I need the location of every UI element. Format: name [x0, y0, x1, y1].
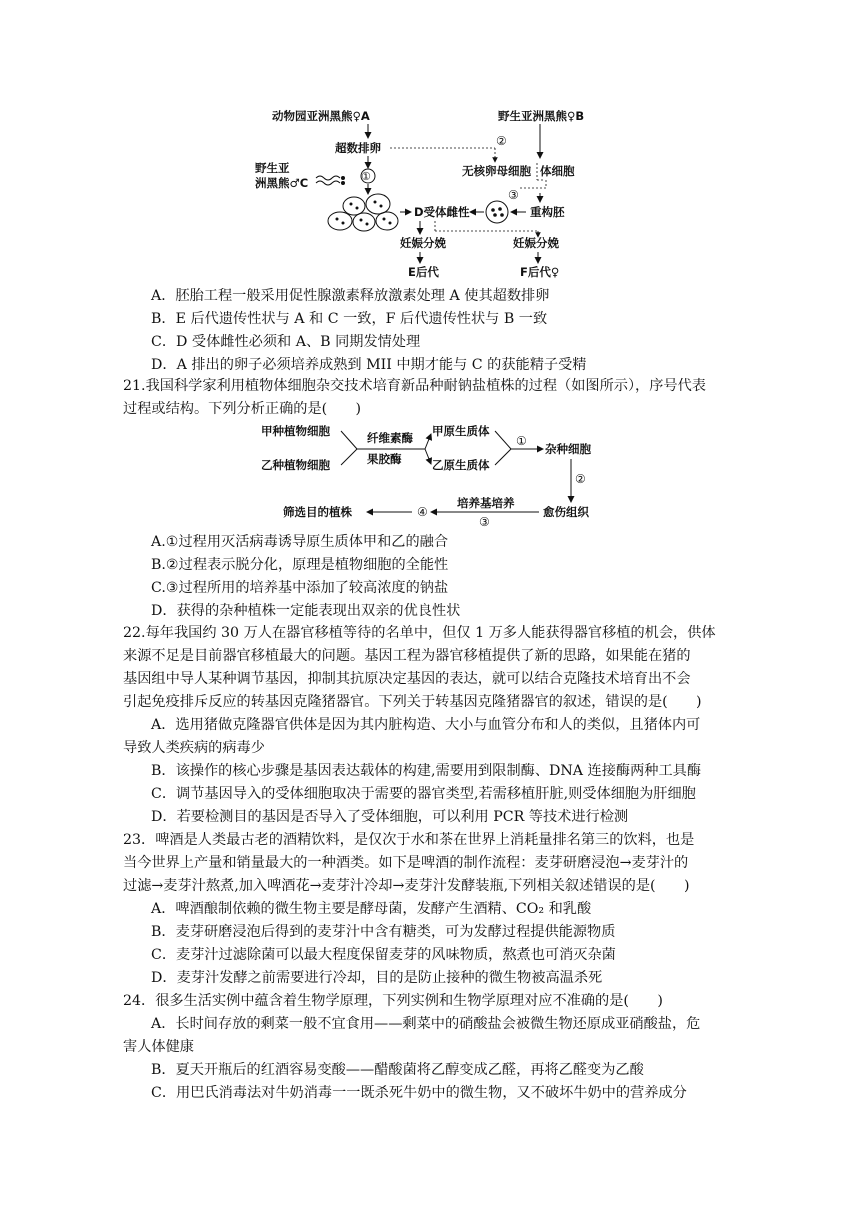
- q23-option-a: A．啤酒酿制依赖的微生物主要是酵母菌，发酵产生酒精、CO₂ 和乳酸: [151, 901, 592, 917]
- enucleated-oocyte-label: 无核卵母细胞: [462, 164, 531, 178]
- wild-bear-c-label-2: 洲黑熊♂C: [255, 176, 309, 190]
- step-3-label: ③: [479, 515, 490, 529]
- q22-option-a-cont: 导致人类疾病的病毒少: [123, 740, 265, 756]
- offspring-e-label: E后代: [408, 265, 439, 279]
- plant-cell-a-label: 甲种植物细胞: [261, 424, 330, 438]
- q23-option-d: D．麦芽汁发酵之前需要进行冷却，目的是防止接种的微生物被高温杀死: [151, 970, 603, 986]
- hybrid-cell-label: 杂种细胞: [545, 442, 591, 456]
- step-2-label: ②: [575, 472, 586, 486]
- q22-stem-line-3: 基因组中导人某种调节基因，抑制其抗原决定基因的表达，就可以结合克隆技术培育出不会: [123, 671, 691, 687]
- superovulation-label: 超数排卵: [335, 141, 381, 155]
- q23-stem-line-3: 过滤→麦芽汁熬煮,加入啤酒花→麦芽汁冷却→麦芽汁发酵装瓶,下列相关叙述错误的是( ): [123, 878, 690, 894]
- offspring-f-label: F后代♀: [520, 265, 560, 279]
- q24-stem-line-1: 24．很多生活实例中蕴含着生物学原理，下列实例和生物学原理对应不准确的是( ): [123, 993, 663, 1009]
- q20-option-d: D．A 排出的卵子必须培养成熟到 MII 中期才能与 C 的获能精子受精: [151, 357, 587, 373]
- enzyme-cellulase-label: 纤维素酶: [367, 431, 413, 445]
- pregnancy-left-label: 妊娠分娩: [400, 236, 446, 250]
- q23-stem-line-2: 当今世界上产量和销量最大的一种酒类。如下是啤酒的制作流程：麦芽研磨浸泡→麦芽汁的: [123, 855, 689, 871]
- q21-stem-line-1: 21.我国科学家利用植物体细胞杂交技术培育新品种耐钠盐植株的过程（如图所示），序号代表: [123, 378, 706, 394]
- step-1-label: ①: [516, 434, 527, 448]
- q21-option-a: A.①过程用灭活病毒诱导原生质体甲和乙的融合: [151, 534, 449, 550]
- q23-stem-line-1: 23．啤酒是人类最古老的酒精饮料，是仅次于水和茶在世界上消耗量排名第三的饮料，也是: [123, 832, 695, 848]
- q21-option-c: C.③过程所用的培养基中添加了较高浓度的钠盐: [151, 580, 449, 596]
- step-3-label: ③: [508, 188, 519, 202]
- q21-option-d: D．获得的杂种植株一定能表现出双亲的优良性状: [151, 603, 461, 619]
- q23-option-c: C．麦芽汁过滤除菌可以最大程度保留麦芽的风味物质，熬煮也可消灭杂菌: [151, 947, 616, 963]
- target-plant-label: 筛选目的植株: [283, 505, 352, 519]
- enzyme-pectinase-label: 果胶酶: [367, 452, 402, 466]
- step-2-label: ②: [496, 134, 507, 148]
- q21-stem-line-2: 过程或结构。下列分析正确的是( ): [123, 401, 362, 417]
- callus-label: 愈伤组织: [543, 505, 589, 519]
- wild-bear-c-label-1: 野生亚: [255, 161, 290, 175]
- plant-cell-b-label: 乙种植物细胞: [261, 458, 330, 472]
- wild-bear-b-label: 野生亚洲黑熊♀B: [498, 109, 585, 123]
- q22-option-a: A．选用猪做克隆器官供体是因为其内脏构造、大小与血管分布和人的类似，且猪体内可: [151, 717, 701, 733]
- q24-option-c: C．用巴氏消毒法对牛奶消毒一一既杀死牛奶中的微生物，又不破坏牛奶中的营养成分: [151, 1085, 687, 1101]
- protoplast-b-label: 乙原生质体: [432, 458, 490, 472]
- zoo-bear-label: 动物园亚洲黑熊♀A: [272, 109, 370, 123]
- protoplast-a-label: 甲原生质体: [432, 424, 490, 438]
- q23-option-b: B．麦芽研磨浸泡后得到的麦芽汁中含有糖类，可为发酵过程提供能源物质: [151, 924, 616, 940]
- recipient-female-label: D受体雌性: [414, 205, 470, 219]
- q24-option-a-cont: 害人体健康: [123, 1039, 194, 1055]
- q20-option-b: B．E 后代遗传性状与 A 和 C 一致，F 后代遗传性状与 B 一致: [151, 311, 548, 327]
- q22-stem-line-4: 引起免疫排斥反应的转基因克隆猪器官。下列关于转基因克隆猪器官的叙述，错误的是( ): [123, 694, 702, 710]
- culture-medium-label: 培养基培养: [457, 496, 515, 510]
- q20-option-c: C．D 受体雌性必须和 A、B 同期发情处理: [151, 334, 421, 350]
- q22-option-c: C．调节基因导入的受体细胞取决于需要的器官类型,若需移植肝脏,则受体细胞为肝细胞: [151, 786, 696, 802]
- breeding-diagram: [250, 100, 610, 285]
- q22-option-d: D．若要检测目的基因是否导入了受体细胞，可以利用 PCR 等技术进行检测: [151, 809, 629, 825]
- somatic-hybridization-diagram: [255, 418, 610, 530]
- q22-stem-line-1: 22.每年我国约 30 万人在器官移植等待的名单中，但仅 1 万多人能获得器官移植的机会，供体: [123, 625, 716, 641]
- q22-stem-line-2: 来源不足是目前器官移植最大的问题。基因工程为器官移植提供了新的思路，如果能在猪的: [123, 648, 691, 664]
- q22-option-b: B．该操作的核心步骤是基因表达载体的构建,需要用到限制酶、DNA 连接酶两种工具酶: [151, 763, 702, 779]
- q20-option-a: A．胚胎工程一般采用促性腺激素释放激素处理 A 使其超数排卵: [151, 288, 550, 304]
- q24-option-a: A．长时间存放的剩菜一般不宜食用——剩菜中的硝酸盐会被微生物还原成亚硝酸盐，危: [151, 1016, 701, 1032]
- somatic-cell-label: 体细胞: [540, 164, 575, 178]
- pregnancy-right-label: 妊娠分娩: [513, 236, 559, 250]
- step-4-label: ④: [417, 505, 428, 519]
- q24-option-b: B．夏天开瓶后的红酒容易变酸——醋酸菌将乙醇变成乙醛，再将乙醛变为乙酸: [151, 1062, 644, 1078]
- reconstructed-embryo-label: 重构胚: [530, 205, 565, 219]
- q21-option-b: B.②过程表示脱分化，原理是植物细胞的全能性: [151, 557, 449, 573]
- step-1-label: ①: [361, 170, 371, 183]
